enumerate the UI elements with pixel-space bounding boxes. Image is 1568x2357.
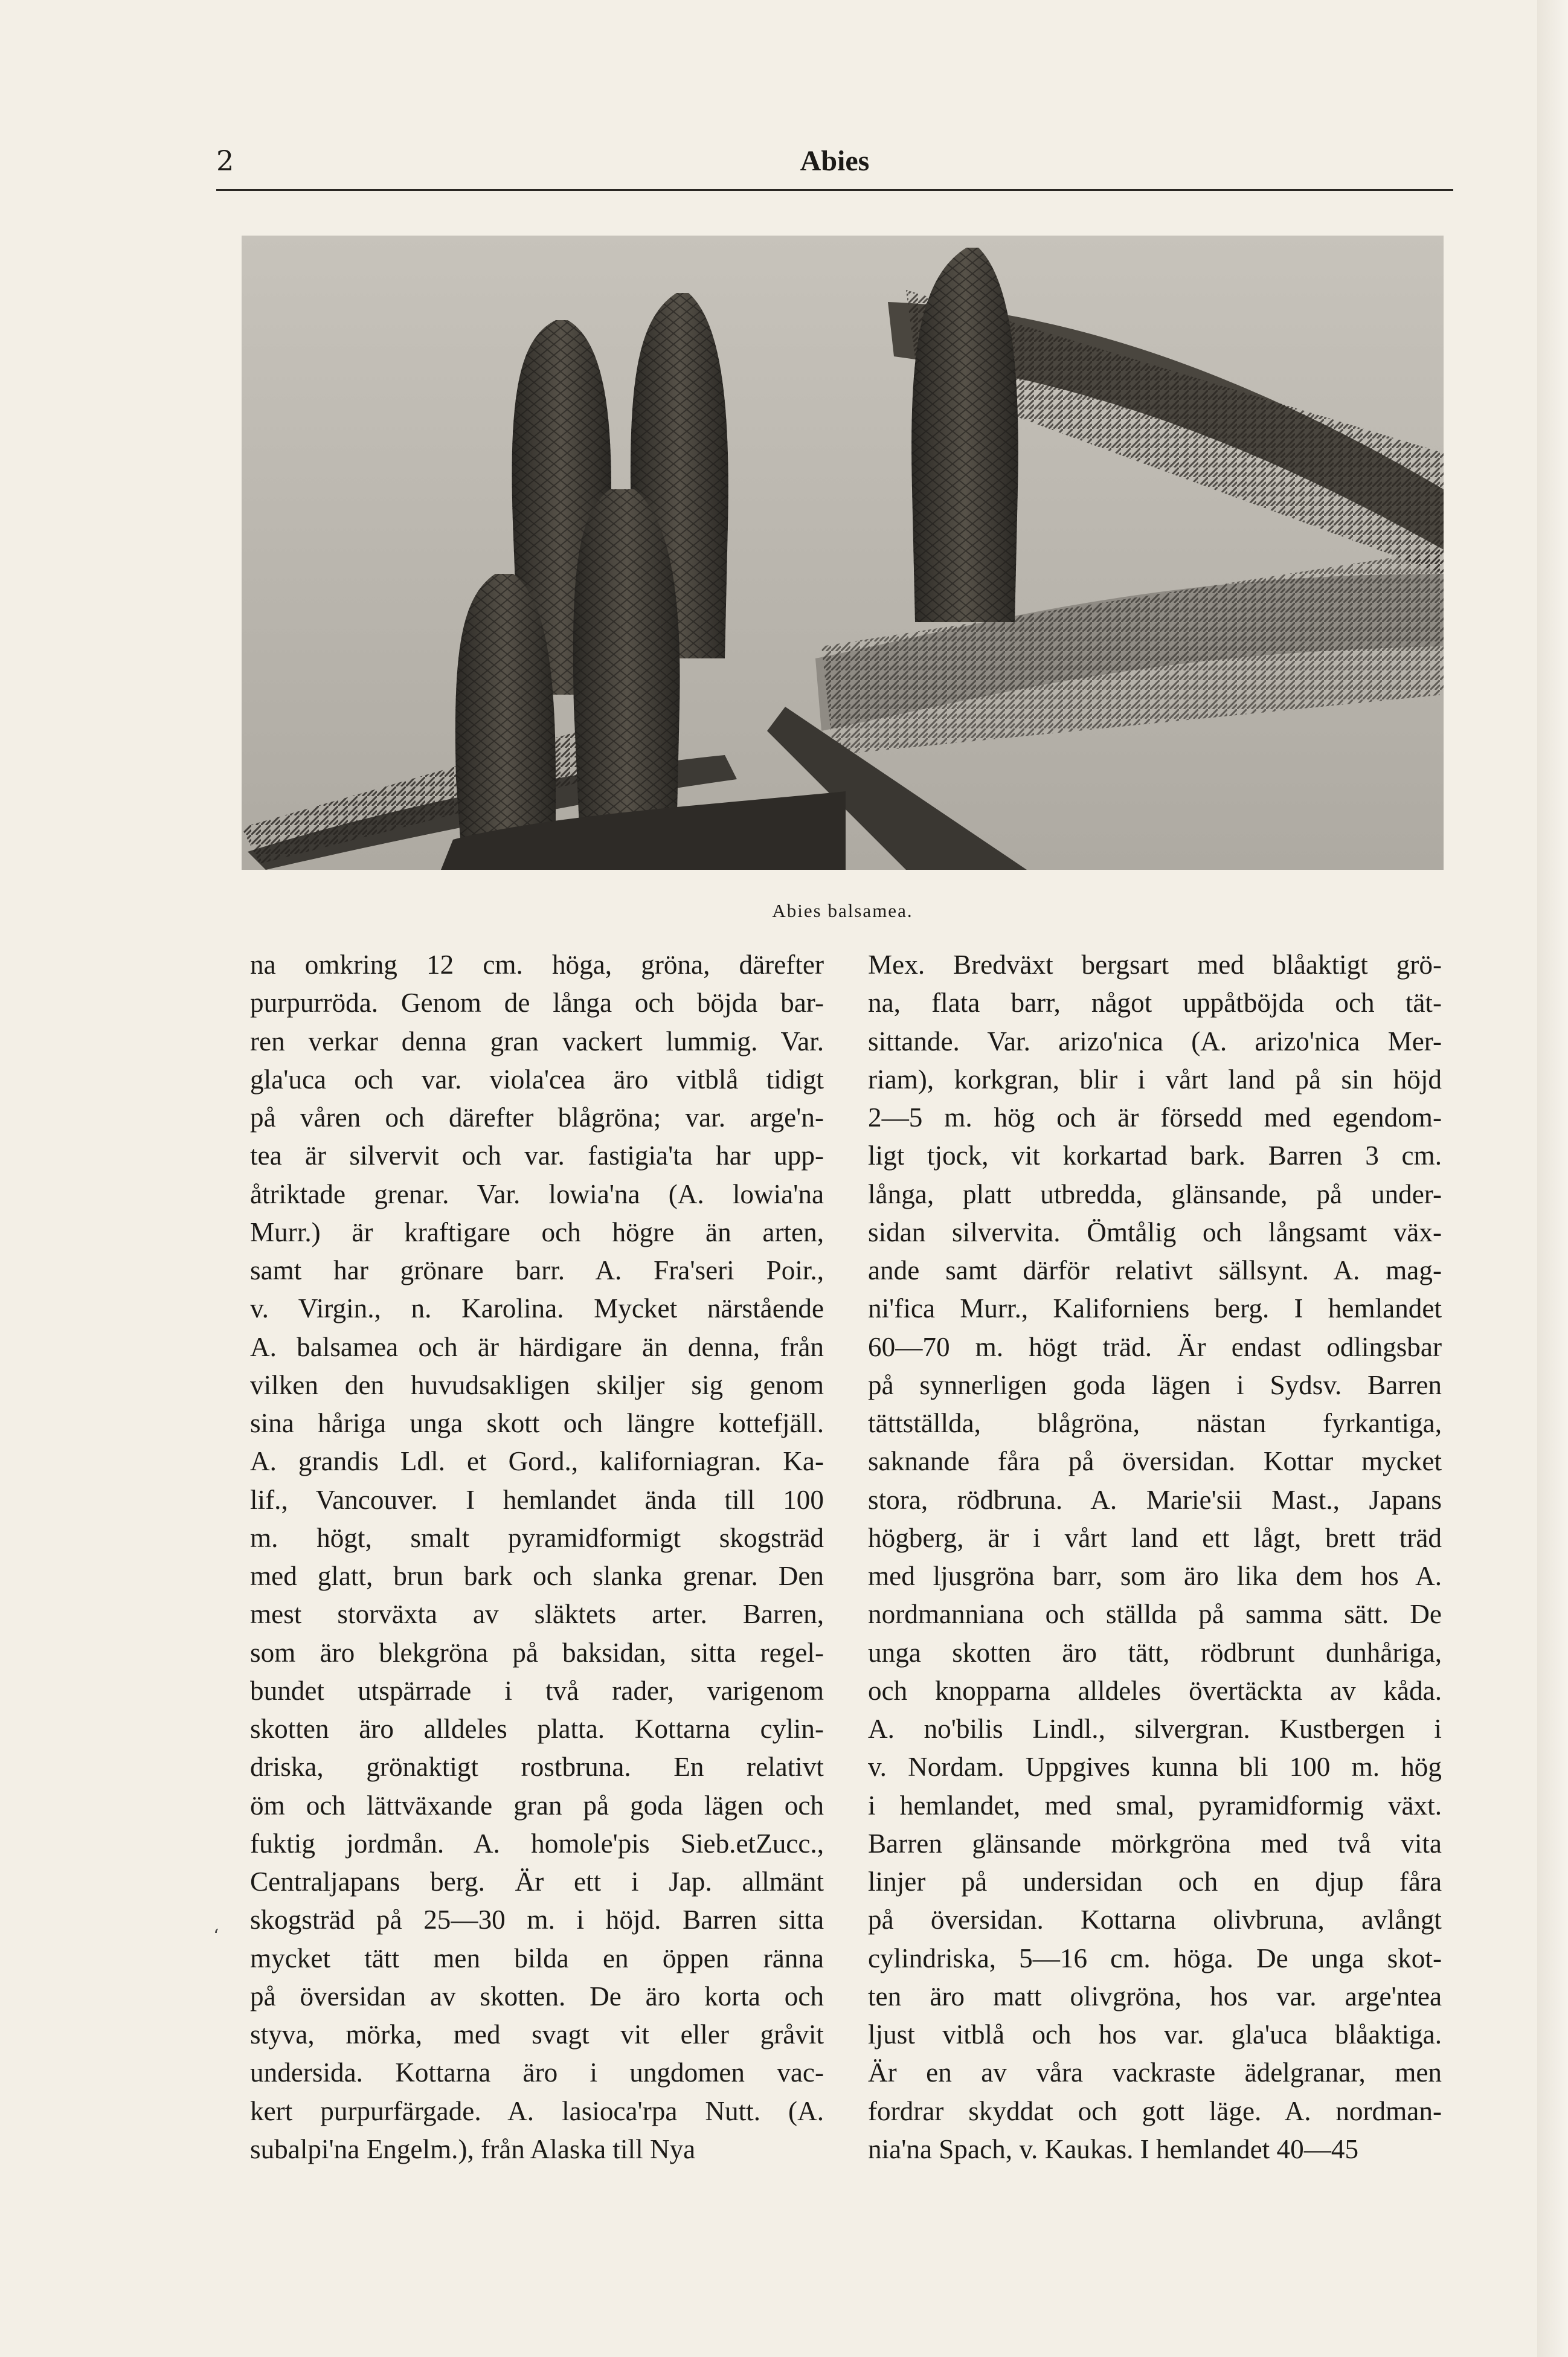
left-column-line: A. grandis Ldl. et Gord., kaliforniagran. Ka- [250,1446,824,1477]
left-column-line: tea är silvervit och var. fastigia'ta har upp- [250,1140,824,1171]
left-column-line: gla'uca och var. viola'cea äro vitblå tidigt [250,1064,824,1095]
right-column-line: och knopparna alldeles övertäckta av kåda. [868,1675,1442,1706]
right-column-line: på översidan. Kottarna olivbruna, avlångt [868,1905,1442,1935]
left-column-line: på våren och därefter blågröna; var. arge'n- [250,1102,824,1133]
margin-mark: ʻ [213,1926,219,1947]
right-column-line: Barren glänsande mörkgröna med två vita [868,1828,1442,1859]
photo-illustration [242,236,1444,870]
left-column-line: sina håriga unga skott och längre kottefjäll. [250,1408,824,1438]
left-column-line: åtriktade grenar. Var. lowia'na (A. lowia'na [250,1178,824,1209]
left-column-line: m. högt, smalt pyramidformigt skogsträd [250,1522,824,1553]
page-header [216,142,1453,191]
left-column-line: som äro blekgröna på baksidan, sitta regel- [250,1637,824,1668]
page-number: 2 [216,144,234,177]
left-column-line: A. balsamea och är härdigare än denna, från [250,1331,824,1362]
right-column-line: ten äro matt olivgröna, hos var. arge'ntea [868,1981,1442,2011]
left-column-line: skotten äro alldeles platta. Kottarna cylin- [250,1714,824,1744]
right-column-line: riam), korkgran, blir i vårt land på sin höjd [868,1064,1442,1095]
right-column-line: i hemlandet, med smal, pyramidformig växt. [868,1790,1442,1821]
right-column-line: långa, platt utbredda, glänsande, på under- [868,1178,1442,1209]
right-column-line: A. no'bilis Lindl., silvergran. Kustbergen i [868,1714,1442,1744]
left-column-line: na omkring 12 cm. höga, gröna, därefter [250,950,824,980]
right-column-line: tättställda, blågröna, nästan fyrkantiga, [868,1408,1442,1438]
left-column-line: Murr.) är kraftigare och högre än arten, [250,1217,824,1247]
left-column-line: samt har grönare barr. A. Fra'seri Poir., [250,1255,824,1285]
left-column-line: driska, grönaktigt rostbruna. En relativt [250,1752,824,1783]
right-column-line: sittande. Var. arizo'nica (A. arizo'nica Mer- [868,1026,1442,1056]
right-column-line: Mex. Bredväxt bergsart med blåaktigt grö- [868,950,1442,980]
right-column-line: linjer på undersidan och en djup fåra [868,1867,1442,1897]
text-column-left [250,946,824,2169]
left-column-line: skogsträd på 25—30 m. i höjd. Barren sitta [250,1905,824,1935]
left-column-line: purpurröda. Genom de långa och böjda bar- [250,988,824,1018]
left-column-line: öm och lättväxande gran på goda lägen och [250,1790,824,1821]
right-column-line: saknande fåra på översidan. Kottar mycket [868,1446,1442,1477]
left-column-line: v. Virgin., n. Karolina. Mycket närstående [250,1293,824,1324]
right-column-line: på synnerligen goda lägen i Sydsv. Barren [868,1369,1442,1400]
right-column-line: Är en av våra vackraste ädelgranar, men [868,2057,1442,2088]
left-column-line: med glatt, brun bark och slanka grenar. Den [250,1561,824,1591]
left-column-line: bundet utspärrade i två rader, varigenom [250,1675,824,1706]
right-column-line: 60—70 m. högt träd. Är endast odlingsbar [868,1331,1442,1362]
cone-front-middle [573,489,680,840]
right-column-line: stora, rödbruna. A. Marie'sii Mast., Japans [868,1484,1442,1515]
text-column-right [868,946,1442,2169]
page-edge-shadow [1537,0,1568,2357]
right-column-line: 2—5 m. hög och är försedd med egendom- [868,1102,1442,1133]
running-head: Abies [800,145,870,177]
right-column-line: nordmanniana och ställda på samma sätt. De [868,1599,1442,1630]
right-column-line: ande samt därför relativt sällsynt. A. mag- [868,1255,1442,1285]
cone-tall-right [911,248,1018,622]
left-column-line: lif., Vancouver. I hemlandet ända till 100 [250,1484,824,1515]
left-column-line: styva, mörka, med svagt vit eller gråvit [250,2019,824,2050]
photo-abies-balsamea [242,236,1444,870]
left-column-line: ren verkar denna gran vackert lummig. Var. [250,1026,824,1056]
figure-caption: Abies balsamea. [772,900,913,921]
left-column-line: Centraljapans berg. Är ett i Jap. allmänt [250,1867,824,1897]
left-column-line: subalpi'na Engelm.), från Alaska till Nya [250,2134,696,2164]
left-column-line: på översidan av skotten. De äro korta och [250,1981,824,2011]
right-column-line: sidan silvervita. Ömtålig och långsamt väx- [868,1217,1442,1247]
right-column-line: ni'fica Murr., Kaliforniens berg. I hemlandet [868,1293,1442,1324]
right-column-line: na, flata barr, något uppåtböjda och tät- [868,988,1442,1018]
right-column-line: högberg, är i vårt land ett lågt, brett träd [868,1522,1442,1553]
right-column-line: nia'na Spach, v. Kaukas. I hemlandet 40—45 [868,2134,1359,2164]
left-column-line: mest storväxta av släktets arter. Barren, [250,1599,824,1630]
right-column-line: ligt tjock, vit korkartad bark. Barren 3 cm. [868,1140,1442,1171]
left-column-line: vilken den huvudsakligen skiljer sig genom [250,1369,824,1400]
left-column-line: mycket tätt men bilda en öppen ränna [250,1943,824,1973]
right-column-line: ljust vitblå och hos var. gla'uca blåaktiga. [868,2019,1442,2050]
left-column-line: kert purpurfärgade. A. lasioca'rpa Nutt. (A. [250,2095,824,2126]
left-column-line: fuktig jordmån. A. homole'pis Sieb.etZucc., [250,1828,824,1859]
left-column-line: undersida. Kottarna äro i ungdomen vac- [250,2057,824,2088]
right-column-line: med ljusgröna barr, som äro lika dem hos A. [868,1561,1442,1591]
right-column-line: v. Nordam. Uppgives kunna bli 100 m. hög [868,1752,1442,1783]
right-column-line: cylindriska, 5—16 cm. höga. De unga skot- [868,1943,1442,1973]
right-column-line: fordrar skyddat och gott läge. A. nordman- [868,2095,1442,2126]
right-column-line: unga skotten äro tätt, rödbrunt dunhåriga, [868,1637,1442,1668]
